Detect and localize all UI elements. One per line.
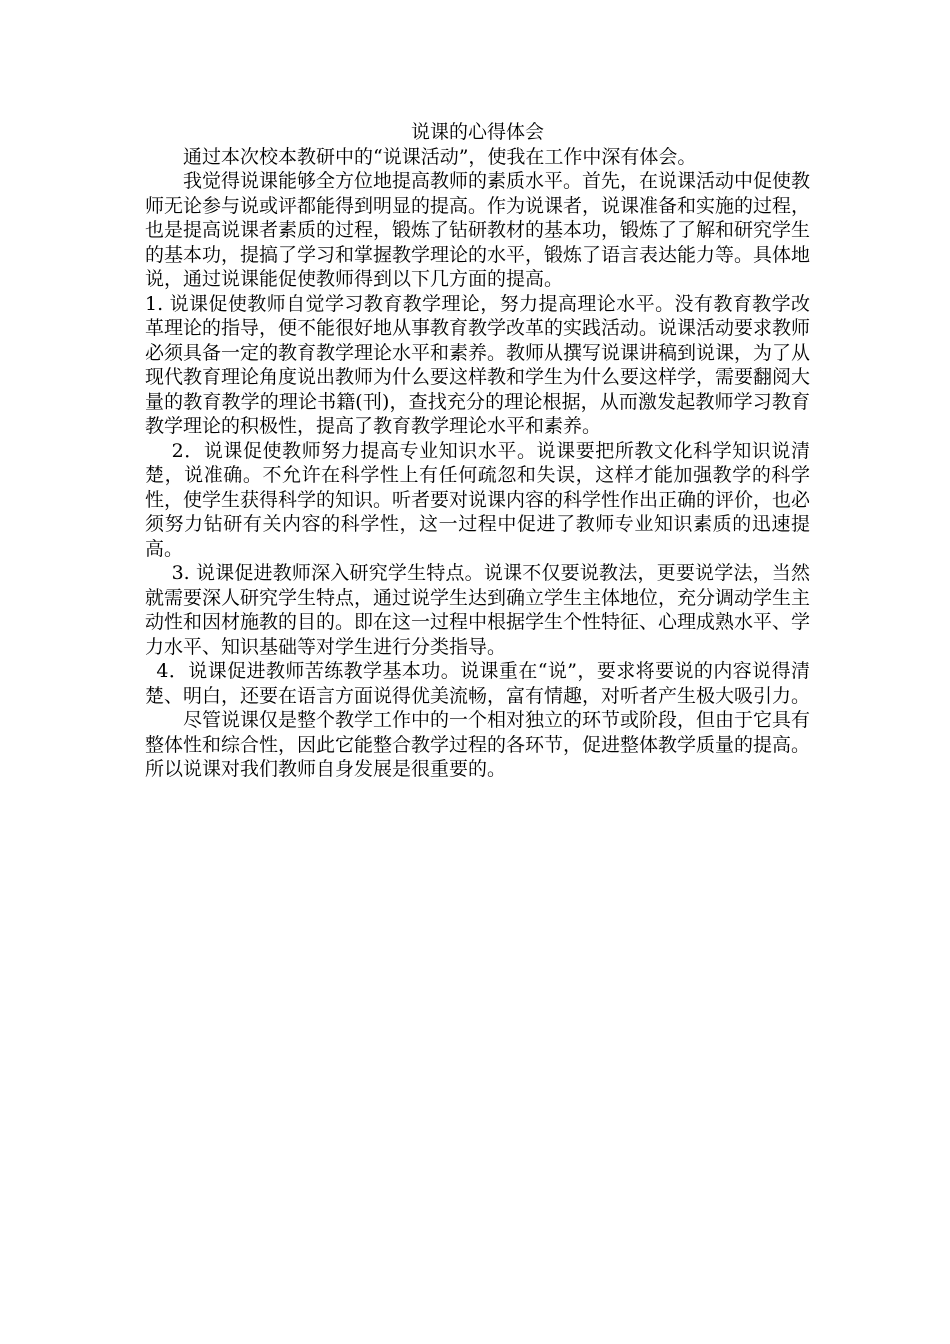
document-title: 说课的心得体会: [410, 121, 544, 143]
paragraph-point-4: 4．说课促进教师苦练教学基本功。说课重在“说”，要求将要说的内容说得清楚、明白，还要在语言方面说得优美流畅，富有情趣，对听者产生极大吸引力。: [145, 660, 811, 707]
paragraph-overview: 我觉得说课能够全方位地提高教师的素质水平。首先，在说课活动中促使教师无论参与说或评都能得到明显的提高。作为说课者，说课准备和实施的过程，也是提高说课者素质的过程，锻炼了钻研教材的基本功，锻炼了了解和研究学生的基本功，提搞了学习和掌握教学理论的水平，锻炼了语言表达能力等。具体地说，通过说课能促使教师得到以下几方面的提高。: [145, 170, 811, 290]
paragraph-conclusion: 尽管说课仅是整个教学工作中的一个相对独立的环节或阶段，但由于它具有整体性和综合性，因此它能整合教学过程的各环节，促进整体教学质量的提高。所以说课对我们教师自身发展是很重要的。: [145, 709, 811, 780]
paragraph-point-3: 3. 说课促进教师深入研究学生特点。说课不仅要说教法，更要说学法，当然就需要深人研究学生特点，通过说学生达到确立学生主体地位，充分调动学生主动性和因材施教的目的。即在这一过程中根据学生个性特征、心理成熟水平、学力水平、知识基础等对学生进行分类指导。: [145, 562, 811, 658]
document-body: [145, 120, 810, 782]
paragraph-point-2: 2．说课促使教师努力提高专业知识水平。说课要把所教文化科学知识说清楚，说准确。不允许在科学性上有任何疏忽和失误，这样才能加强教学的科学性，使学生获得科学的知识。听者要对说课内容的科学性作出正确的评价，也必须努力钻研有关内容的科学性，这一过程中促进了教师专业知识素质的迅速提高。: [145, 439, 811, 560]
paragraph-intro: 通过本次校本教研中的“说课活动”，使我在工作中深有体会。: [183, 145, 697, 168]
paragraph-point-1: 1. 说课促使教师自觉学习教育教学理论，努力提高理论水平。没有教育教学改革理论的指导，便不能很好地从事教育教学改革的实践活动。说课活动要求教师必须具备一定的教育教学理论水平和素养。教师从撰写说课讲稿到说课，为了从现代教育理论角度说出教师为什么要这样教和学生为什么要这样学，需要翻阅大量的教育教学的理论书籍(刊)，查找充分的理论根据，从而激发起教师学习教育教学理论的积极性，提高了教育教学理论水平和素养。: [145, 292, 811, 437]
